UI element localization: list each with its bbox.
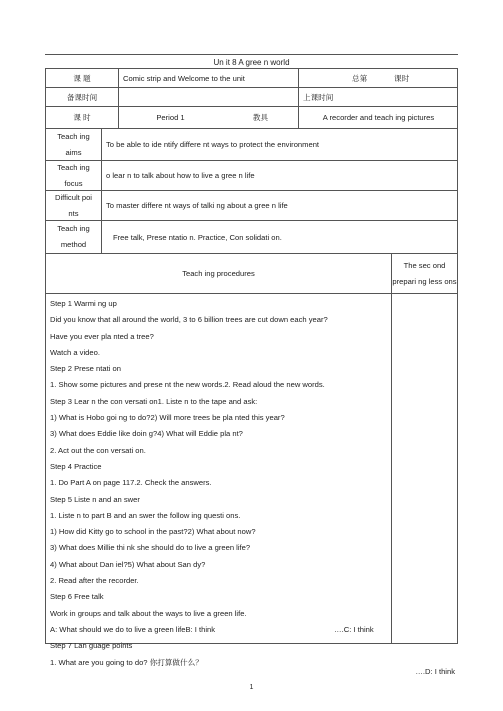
aims-label-line-2: aims (65, 147, 82, 157)
procedure-line: 1. Do Part A on page 117.2. Check the answers. (50, 478, 212, 488)
focus-label-line-2: focus (64, 178, 83, 188)
procedure-line: Step 5 Liste n and an swer (50, 494, 140, 504)
topic-value: Comic strip and Welcome to the unit (123, 73, 245, 83)
procedures-header (46, 254, 457, 294)
procedure-line: Step 4 Practice (50, 461, 102, 471)
inline-note: ….C: I think (334, 625, 374, 634)
row-aims (46, 129, 457, 161)
header-rule (45, 54, 458, 55)
prep-time-label: 备课时间 (66, 92, 98, 102)
difficult-label-line-1: Difficult poi (54, 192, 92, 202)
aids-value: A recorder and teach ing pictures (322, 113, 435, 122)
topic-label: 课 题 (73, 73, 91, 83)
method-value: Free talk, Prese ntatio n. Practice, Con solidati on. (113, 232, 282, 242)
aims-label-line-1: Teach ing (57, 131, 90, 141)
total-label: 总第 (352, 73, 368, 83)
procedures-heading: Teach ing procedures (182, 269, 255, 278)
row-topic (46, 69, 457, 88)
procedure-line: 1) How did Kitty go to school in the past?2) What about now? (50, 527, 256, 537)
second-prep-note: ….D: I think (415, 667, 455, 676)
procedure-line: 3) What does Eddie like doin g?4) What will Eddie pla nt? (50, 429, 243, 439)
second-prep-heading (391, 254, 458, 293)
aids-label: 教具 (252, 113, 269, 122)
procedure-line: Step 6 Free talk (50, 592, 104, 602)
method-label (46, 221, 101, 253)
method-label-line-2: method (60, 240, 87, 249)
aims-label (46, 129, 101, 160)
procedure-line: A: What should we do to live a green lifeB: I think (50, 624, 216, 634)
row-method (46, 221, 457, 254)
aims-value: To be able to ide ntify differe nt ways to protect the environment (106, 140, 320, 149)
focus-label-line-1: Teach ing (57, 162, 90, 172)
row-prep-time (46, 88, 457, 107)
procedure-steps (50, 296, 390, 671)
second-prep-heading-line-2: prepari ng less ons (392, 276, 457, 286)
row-lesson (46, 107, 457, 129)
procedure-line: Have you ever pla nted a tree? (50, 331, 154, 341)
period-value: Period 1 (156, 113, 185, 122)
row-difficult-points (46, 191, 457, 221)
row-focus (46, 161, 457, 191)
procedure-line: 2. Read after the recorder. (50, 576, 139, 586)
procedure-line: 3) What does Millie thi nk she should do to live a green life? (50, 543, 251, 553)
document-title: Un it 8 A gree n world (213, 58, 290, 67)
procedure-line: Did you know that all around the world, 3 to 6 billion trees are cut down each year? (50, 315, 328, 325)
procedure-line: 1. What are you going to do? 你打算做什么？ (50, 657, 203, 667)
procedure-line: Step 3 Lear n the con versati on1. Liste n to the tape and ask: (50, 396, 258, 406)
difficult-label (46, 191, 101, 220)
procedure-line: Watch a video. (50, 347, 100, 357)
focus-label (46, 161, 101, 190)
procedure-line: 4) What about Dan iel?5) What about San dy? (50, 559, 206, 569)
procedures-body (46, 294, 457, 676)
procedure-line: 1) What is Hobo goi ng to do?2) Will more trees be pla nted this year? (50, 413, 285, 423)
procedure-line: Step 1 Warmi ng up (50, 299, 117, 308)
procedure-line: Step 7 Lan guage points (50, 641, 133, 651)
difficult-value: To master differe nt ways of talki ng about a gree n life (106, 201, 288, 210)
second-prep-heading-line-1: The sec ond (403, 260, 446, 270)
difficult-label-line-2: nts (68, 208, 79, 218)
procedure-line: 1. Liste n to part B and an swer the follow ing questi ons. (50, 510, 241, 520)
procedure-line: Work in groups and talk about the ways to live a green life. (50, 608, 247, 618)
procedure-line: 1. Show some pictures and prese nt the new words.2. Read aloud the new words. (50, 380, 325, 390)
method-label-line-1: Teach ing (57, 224, 90, 233)
procedure-line: Step 2 Prese ntati on (50, 364, 121, 374)
page-number: 1 (249, 684, 254, 691)
class-time-label: 上课时间 (303, 92, 334, 102)
procedure-line: 2. Act out the con versati on. (50, 445, 146, 455)
lesson-label: 课 时 (73, 113, 91, 122)
lesson-plan-table (45, 68, 458, 676)
lesson-count-label: 课时 (394, 73, 410, 83)
focus-value: o lear n to talk about how to live a gree n life (106, 171, 255, 180)
